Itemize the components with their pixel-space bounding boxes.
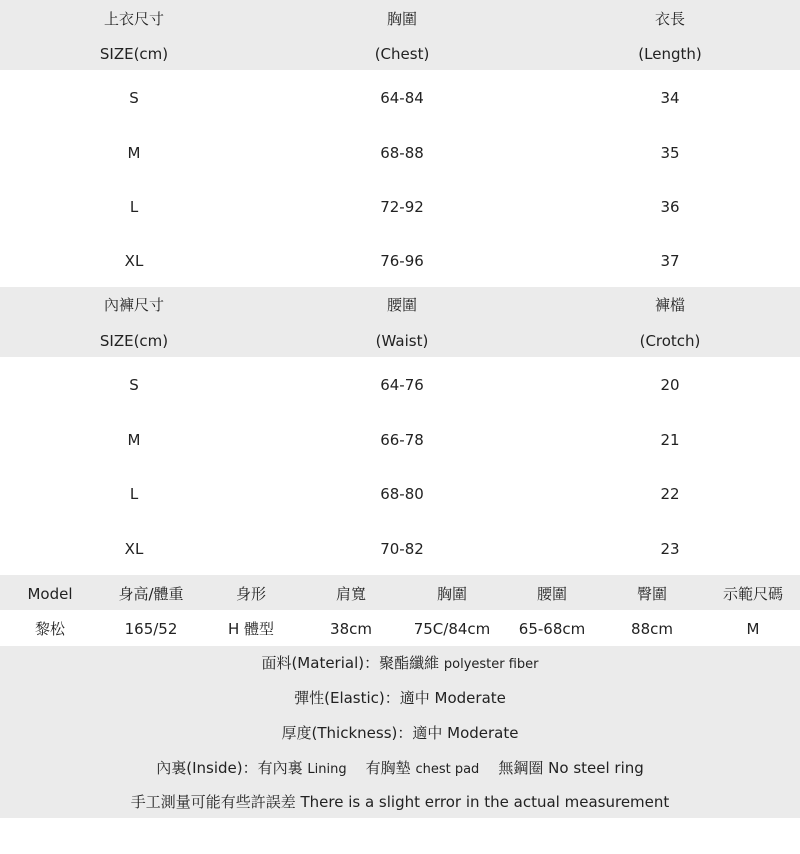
bottom-header-size-en: SIZE(cm) [99,332,169,350]
top-header-size-en: SIZE(cm) [99,45,169,63]
elastic-note: 彈性(Elastic)：適中 Moderate [294,689,506,707]
model-name: 黎松 [34,620,66,638]
top-header-length-en: (Length) [638,45,702,63]
inside-lining: Lining [307,762,347,777]
top-row-length: 35 [660,144,680,162]
model-chest: 75C/84cm [413,620,491,638]
top-row-size: S [129,89,139,107]
bottom-row-crotch: 21 [660,431,680,449]
model-header-model: Model [27,585,73,603]
top-row-size: XL [124,252,144,270]
bottom-row-crotch: 22 [660,485,680,503]
bottom-header-size-zh: 內褲尺寸 [103,296,165,314]
model-header-hip: 臀圍 [636,585,668,603]
top-header-size-zh: 上衣尺寸 [103,10,165,28]
top-row-length: 36 [660,198,680,216]
model-header-size: 示範尺碼 [722,585,784,603]
top-header-chest-zh: 胸圍 [386,10,418,28]
top-header-chest-en: (Chest) [374,45,430,63]
bottom-row-waist: 68-80 [380,485,424,503]
bottom-row-waist: 64-76 [380,376,424,394]
bottom-header-waist-en: (Waist) [375,332,429,350]
model-header-chest: 胸圍 [436,585,468,603]
inside-label: 內裏(Inside)：有內裏 [156,759,303,777]
bottom-row-size: L [129,485,139,503]
inside-note [0,759,800,779]
bottom-row-crotch: 23 [660,540,680,558]
model-size: M [746,620,760,638]
top-row-chest: 76-96 [380,252,424,270]
bottom-row-size: XL [124,540,144,558]
error-note: 手工測量可能有些許誤差 There is a slight error in the actual measurement [130,793,670,811]
model-header-body-type: 身形 [235,585,267,603]
top-row-length: 34 [660,89,680,107]
model-shoulder: 38cm [330,620,372,638]
thickness-note: 厚度(Thickness)：適中 Moderate [281,724,519,742]
model-body-type: H 體型 [227,620,275,638]
inside-pad-en: chest pad [415,762,480,777]
inside-ring: 無鋼圈 No steel ring [498,759,644,777]
model-hip: 88cm [631,620,673,638]
top-row-chest: 68-88 [380,144,424,162]
model-waist: 65-68cm [518,620,586,638]
bottom-header-waist-zh: 腰圍 [386,296,418,314]
top-row-size: L [129,198,139,216]
bottom-row-waist: 70-82 [380,540,424,558]
inside-pad: 有胸墊 [365,759,411,777]
top-row-size: M [127,144,141,162]
product-notes [0,646,800,818]
model-header-waist: 腰圍 [536,585,568,603]
bottom-header-crotch-zh: 褲檔 [654,296,686,314]
bottom-header-crotch-en: (Crotch) [639,332,701,350]
material-value: polyester fiber [443,657,539,672]
top-row-length: 37 [660,252,680,270]
top-header-length-zh: 衣長 [654,10,686,28]
material-label: 面料(Material)：聚酯纖維 [261,654,440,672]
bottom-row-size: M [127,431,141,449]
bottom-row-size: S [129,376,139,394]
top-row-chest: 72-92 [380,198,424,216]
bottom-row-crotch: 20 [660,376,680,394]
bottom-row-waist: 66-78 [380,431,424,449]
model-header-shoulder: 肩寬 [335,585,367,603]
material-note [0,654,800,674]
model-header-height-weight: 身高/體重 [118,585,184,603]
top-row-chest: 64-84 [380,89,424,107]
model-height-weight: 165/52 [124,620,178,638]
